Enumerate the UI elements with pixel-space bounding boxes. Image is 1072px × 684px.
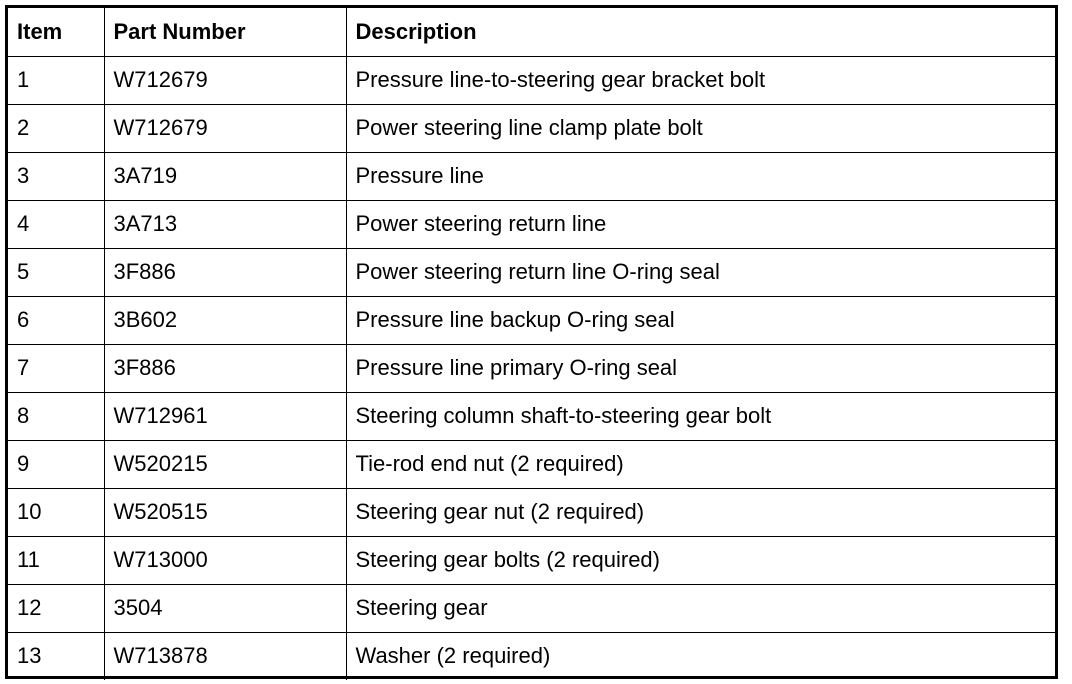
description-cell: Pressure line-to-steering gear bracket bolt xyxy=(346,56,1055,104)
table-row xyxy=(8,488,1055,536)
description-cell: Steering gear nut (2 required) xyxy=(346,488,1055,536)
table-row xyxy=(8,152,1055,200)
description-cell: Power steering line clamp plate bolt xyxy=(346,104,1055,152)
item-cell: 7 xyxy=(8,344,104,392)
column-header-description: Description xyxy=(346,8,1055,56)
item-cell: 13 xyxy=(8,632,104,680)
item-cell: 1 xyxy=(8,56,104,104)
table-row xyxy=(8,392,1055,440)
part-number-cell: 3F886 xyxy=(104,248,346,296)
table-row xyxy=(8,200,1055,248)
part-number-cell: W520215 xyxy=(104,440,346,488)
description-cell: Power steering return line O-ring seal xyxy=(346,248,1055,296)
description-cell: Steering gear bolts (2 required) xyxy=(346,536,1055,584)
parts-table-frame xyxy=(5,5,1058,679)
description-cell: Pressure line xyxy=(346,152,1055,200)
item-cell: 8 xyxy=(8,392,104,440)
description-cell: Power steering return line xyxy=(346,200,1055,248)
column-header-part-number: Part Number xyxy=(104,8,346,56)
table-row xyxy=(8,56,1055,104)
description-cell: Steering column shaft-to-steering gear bolt xyxy=(346,392,1055,440)
table-row xyxy=(8,632,1055,680)
part-number-cell: 3A719 xyxy=(104,152,346,200)
part-number-cell: W713000 xyxy=(104,536,346,584)
item-cell: 9 xyxy=(8,440,104,488)
item-cell: 12 xyxy=(8,584,104,632)
column-header-item: Item xyxy=(8,8,104,56)
description-cell: Tie-rod end nut (2 required) xyxy=(346,440,1055,488)
parts-table xyxy=(8,8,1055,680)
part-number-cell: W520515 xyxy=(104,488,346,536)
table-row xyxy=(8,536,1055,584)
part-number-cell: W712679 xyxy=(104,104,346,152)
description-cell: Pressure line primary O-ring seal xyxy=(346,344,1055,392)
part-number-cell: 3B602 xyxy=(104,296,346,344)
table-body xyxy=(8,56,1055,680)
table-row xyxy=(8,296,1055,344)
description-cell: Washer (2 required) xyxy=(346,632,1055,680)
table-row xyxy=(8,440,1055,488)
item-cell: 11 xyxy=(8,536,104,584)
table-row xyxy=(8,104,1055,152)
part-number-cell: 3A713 xyxy=(104,200,346,248)
part-number-cell: 3F886 xyxy=(104,344,346,392)
description-cell: Pressure line backup O-ring seal xyxy=(346,296,1055,344)
part-number-cell: W713878 xyxy=(104,632,346,680)
part-number-cell: W712961 xyxy=(104,392,346,440)
table-row xyxy=(8,584,1055,632)
part-number-cell: W712679 xyxy=(104,56,346,104)
item-cell: 10 xyxy=(8,488,104,536)
table-header-row xyxy=(8,8,1055,56)
description-cell: Steering gear xyxy=(346,584,1055,632)
item-cell: 4 xyxy=(8,200,104,248)
item-cell: 2 xyxy=(8,104,104,152)
part-number-cell: 3504 xyxy=(104,584,346,632)
table-row xyxy=(8,248,1055,296)
item-cell: 5 xyxy=(8,248,104,296)
item-cell: 6 xyxy=(8,296,104,344)
item-cell: 3 xyxy=(8,152,104,200)
table-row xyxy=(8,344,1055,392)
